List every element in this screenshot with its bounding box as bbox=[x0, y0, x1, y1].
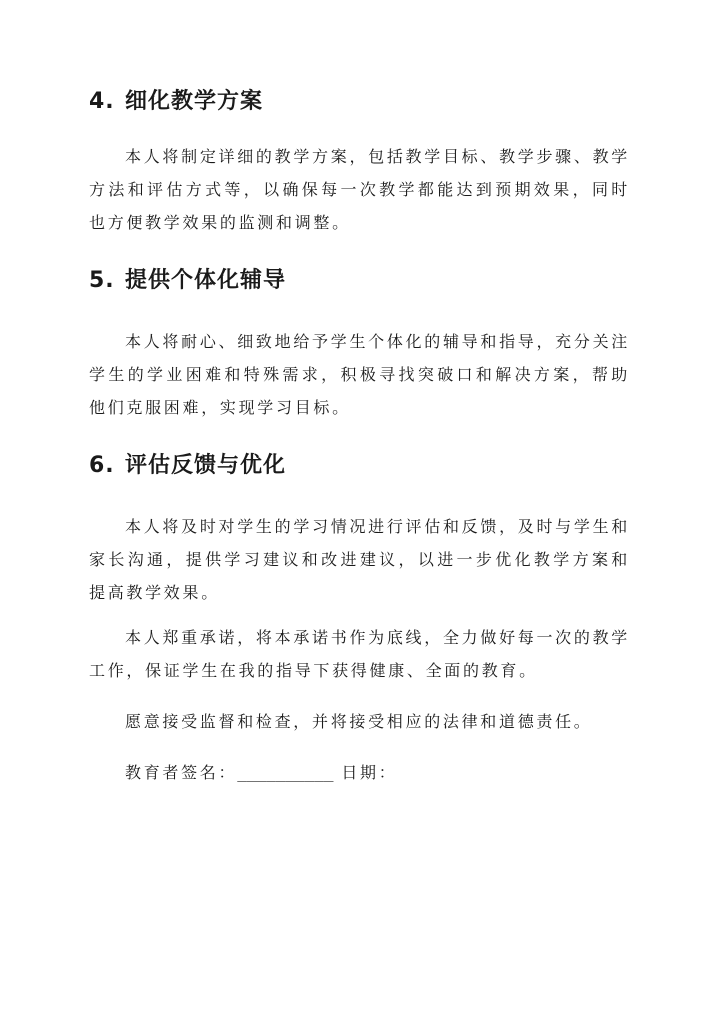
section-number: 5. bbox=[89, 268, 115, 293]
section-body-6: 本人将及时对学生的学习情况进行评估和反馈，及时与学生和家长沟通，提供学习建议和改进建议，以进一步优化教学方案和提高教学效果。 bbox=[89, 517, 630, 602]
section-heading-4 bbox=[89, 80, 630, 124]
section-number: 4. bbox=[89, 89, 115, 114]
signature-line bbox=[89, 756, 630, 789]
section-body-4: 本人将制定详细的教学方案，包括教学目标、教学步骤、教学方法和评估方式等，以确保每一次教学都能达到预期效果，同时也方便教学效果的监测和调整。 bbox=[89, 147, 630, 232]
commitment-paragraph: 本人郑重承诺，将本承诺书作为底线，全力做好每一次的教学工作，保证学生在我的指导下获得健康、全面的教育。 bbox=[89, 628, 630, 680]
signature-blank: __________ bbox=[237, 763, 334, 782]
date-label: 日期： bbox=[341, 763, 398, 782]
section-title: 细化教学方案 bbox=[125, 89, 264, 114]
section-heading-6 bbox=[89, 444, 630, 488]
section-title: 评估反馈与优化 bbox=[125, 453, 287, 478]
section-body-5: 本人将耐心、细致地给予学生个体化的辅导和指导，充分关注学生的学业困难和特殊需求，积极寻找突破口和解决方案，帮助他们克服困难，实现学习目标。 bbox=[89, 332, 630, 417]
section-title: 提供个体化辅导 bbox=[125, 268, 287, 293]
section-number: 6. bbox=[89, 453, 115, 478]
section-heading-5 bbox=[89, 259, 630, 303]
acceptance-paragraph: 愿意接受监督和检查，并将接受相应的法律和道德责任。 bbox=[125, 712, 593, 731]
signature-label: 教育者签名： bbox=[125, 763, 238, 782]
